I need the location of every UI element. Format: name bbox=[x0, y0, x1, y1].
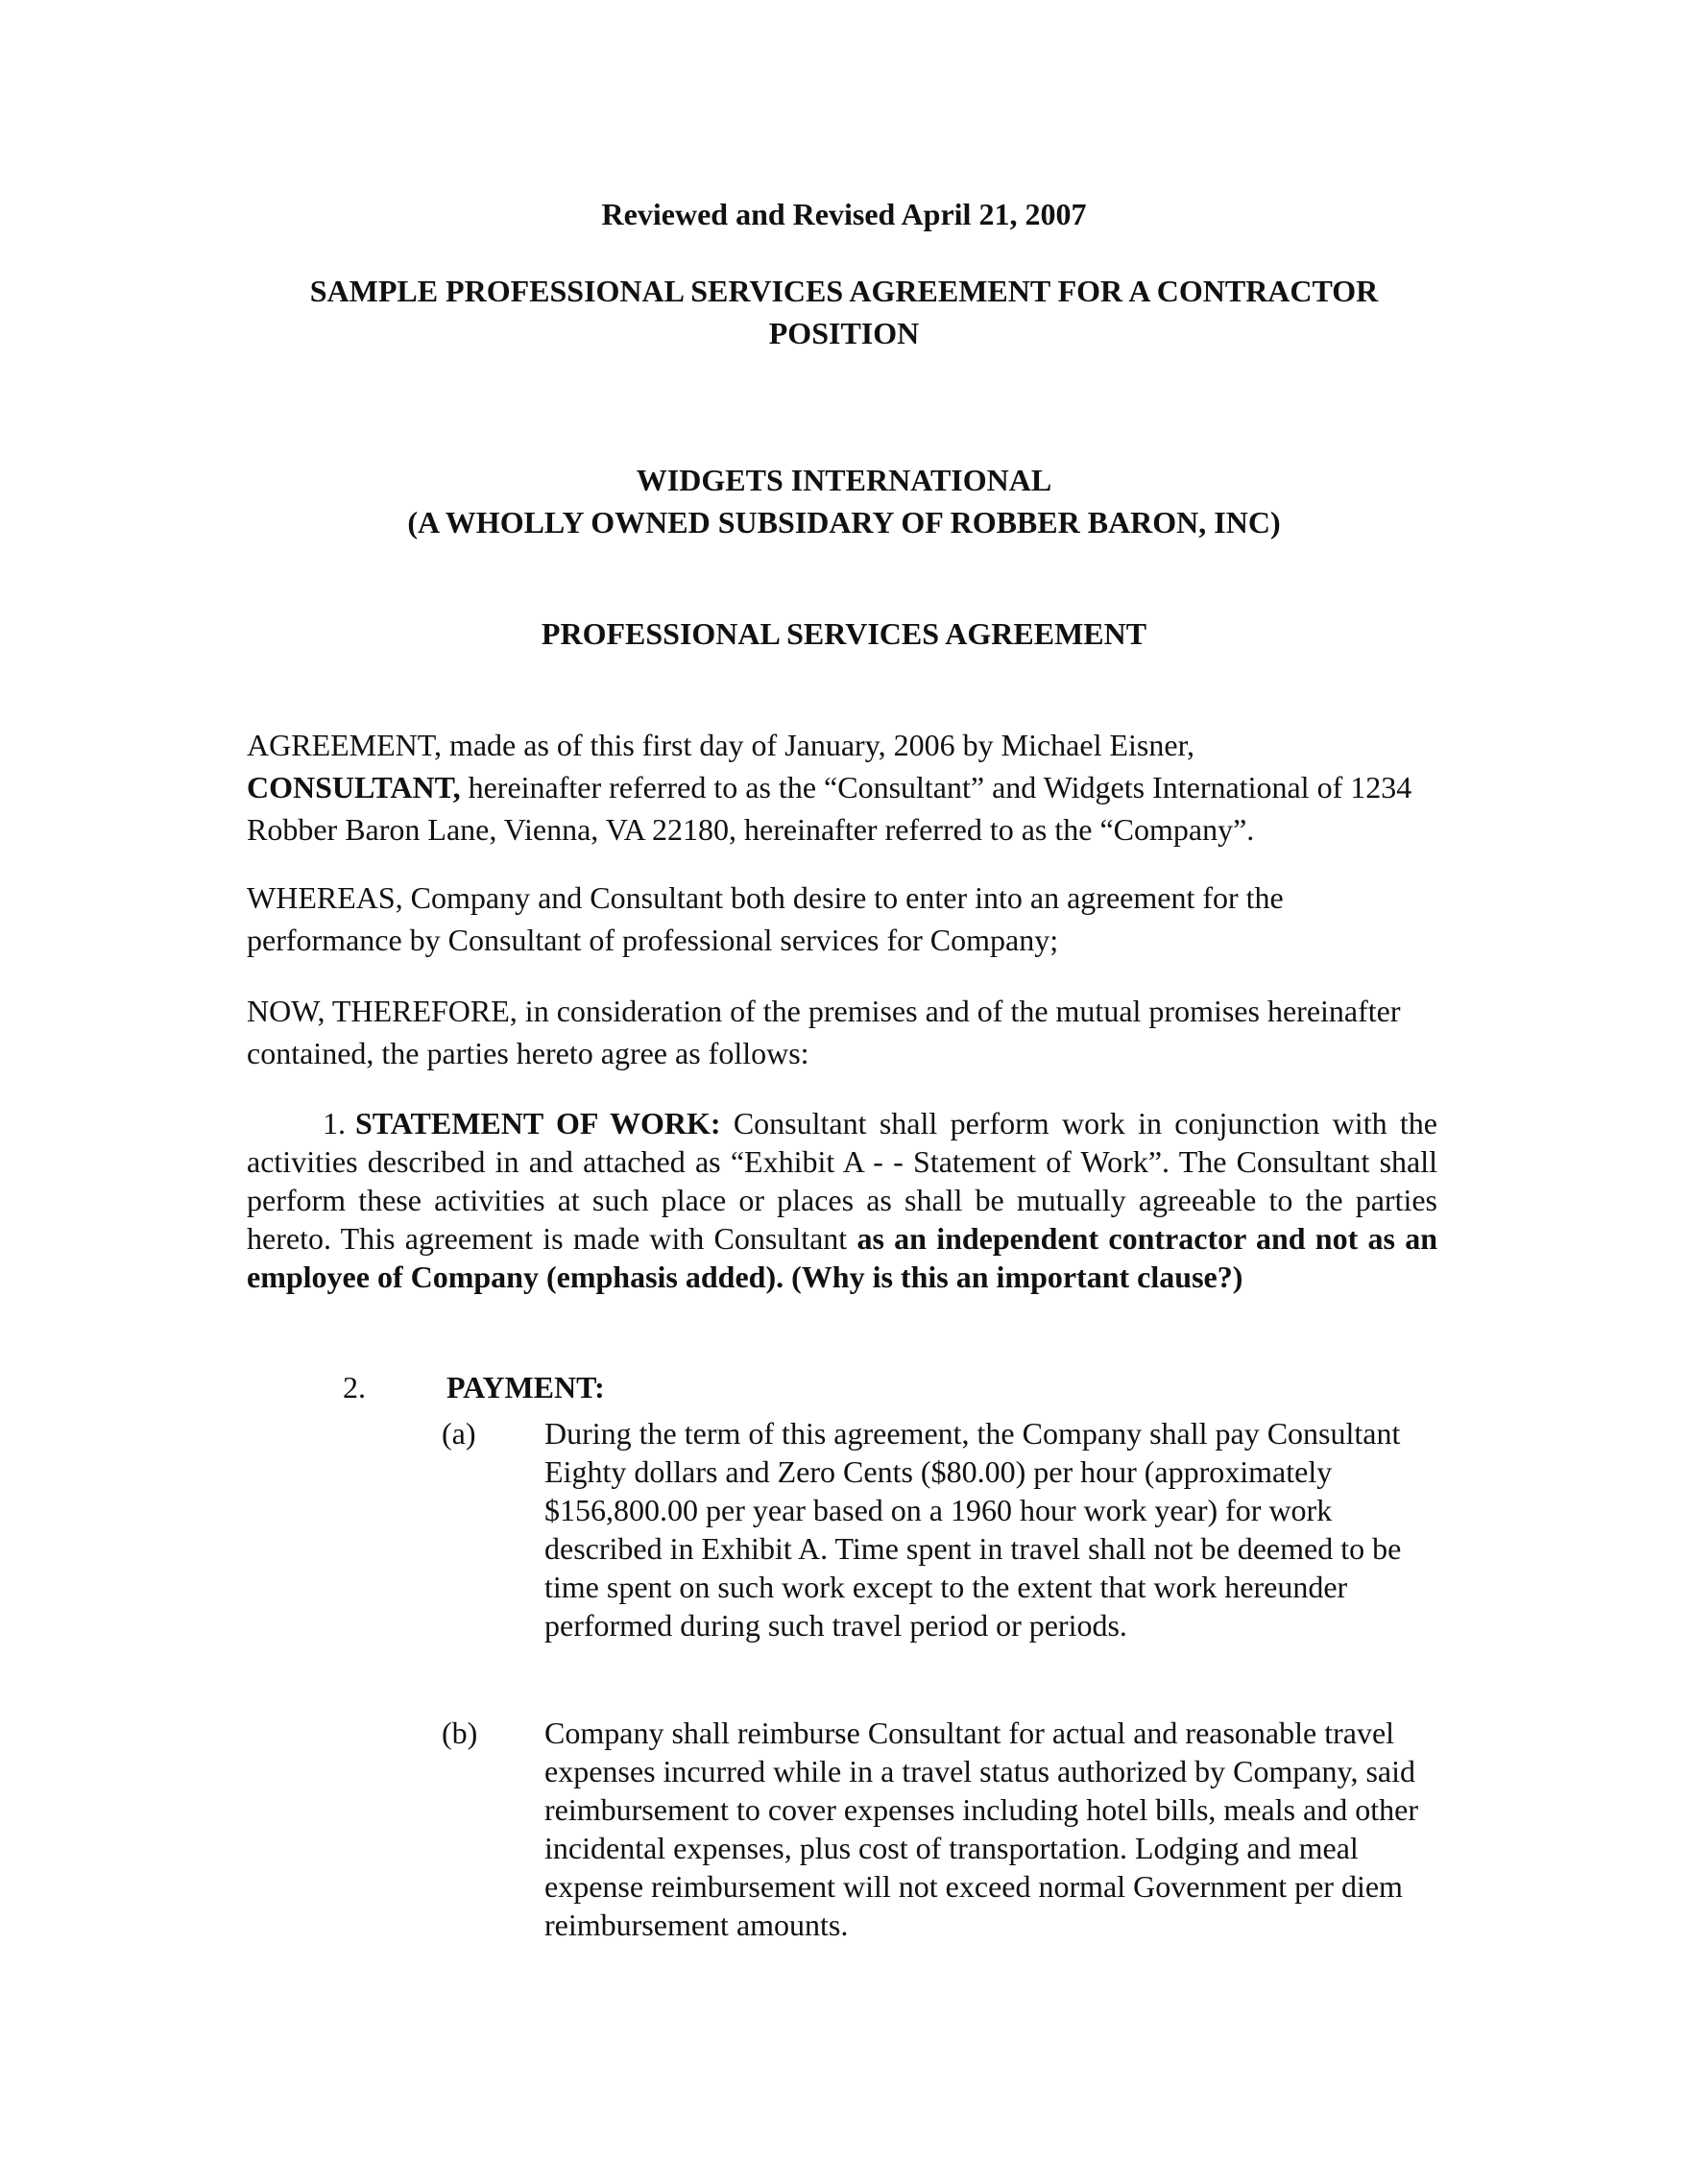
intro-part2: hereinafter referred to as the “Consultant” and Widgets International of 1234 Robber Baron Lane, Vienna, VA 22180, hereinafter referred to as the “Company”. bbox=[247, 770, 1412, 847]
payment-item-a-text: During the term of this agreement, the Company shall pay Consultant Eighty dollars and Zero Cents ($80.00) per hour (approximately $156,800.00 per year based on a 1960 hour work year) for work described in Exhibit A. Time spent in travel shall not be deemed to be time spent on such work except to the extent that work hereunder performed during such travel period or periods. bbox=[544, 1416, 1402, 1643]
payment-item-b-text: Company shall reimburse Consultant for actual and reasonable travel expenses incurred while in a travel status authorized by Company, said reimbursement to cover expenses including hotel bills, meals and other incidental expenses, plus cost of transportation. Lodging and meal expense reimbursement will not exceed normal Government per diem reimbursement amounts. bbox=[544, 1716, 1418, 1942]
payment-item-a-label: (a) bbox=[442, 1416, 476, 1451]
section-1-body: Consultant shall perform work in conjunction with the activities described in and attached as “Exhibit A - - Statement of Work”. The Consultant shall perform these activities at such place or places as shall be mutually agreeable to the parties hereto. This agreement is made with Consultant bbox=[247, 1106, 1437, 1256]
consultant-label: CONSULTANT, bbox=[247, 770, 461, 804]
company-parent: (A WHOLLY OWNED SUBSIDARY OF ROBBER BARON, INC) bbox=[407, 505, 1281, 540]
sample-title-line1: SAMPLE PROFESSIONAL SERVICES AGREEMENT FOR A CONTRACTOR bbox=[309, 274, 1379, 308]
intro-part1: AGREEMENT, made as of this first day of January, 2006 by Michael Eisner, bbox=[247, 728, 1194, 762]
company-name: WIDGETS INTERNATIONAL bbox=[636, 463, 1052, 497]
now-therefore-paragraph: NOW, THEREFORE, in consideration of the premises and of the mutual promises hereinafter contained, the parties hereto agree as follows: bbox=[247, 994, 1401, 1070]
payment-item-b-label: (b) bbox=[442, 1716, 478, 1750]
section-1-number: 1. bbox=[323, 1106, 346, 1140]
sample-title-line2: POSITION bbox=[768, 316, 920, 350]
section-1-emphasis: as an independent contractor and not as an employee of Company (emphasis added). (Why is this an important clause?) bbox=[247, 1221, 1438, 1294]
section-2-number: 2. bbox=[343, 1370, 366, 1404]
intro-paragraph bbox=[247, 724, 1437, 851]
section-1-title: STATEMENT OF WORK: bbox=[355, 1106, 721, 1140]
agreement-title: PROFESSIONAL SERVICES AGREEMENT bbox=[541, 616, 1147, 651]
section-2-title: PAYMENT: bbox=[446, 1370, 605, 1404]
revision-date: Reviewed and Revised April 21, 2007 bbox=[601, 197, 1087, 231]
whereas-paragraph: WHEREAS, Company and Consultant both desire to enter into an agreement for the performance by Consultant of professional services for Company; bbox=[247, 880, 1284, 957]
section-1-statement-of-work bbox=[247, 1104, 1437, 1296]
